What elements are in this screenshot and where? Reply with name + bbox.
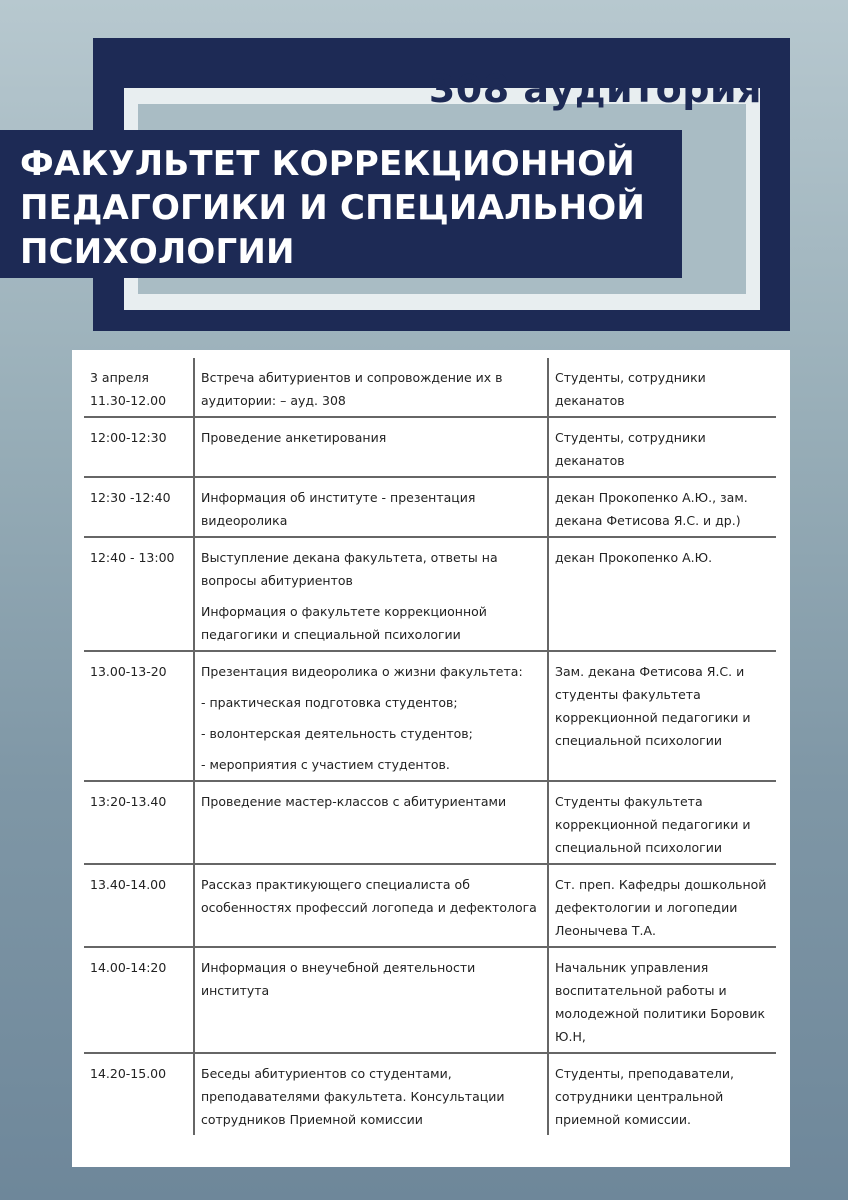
schedule-event-line: Информация о факультете коррекционной педагогики и специальной психологии: [201, 604, 487, 642]
schedule-responsible: декан Прокопенко А.Ю.: [548, 537, 776, 651]
schedule-event-line: Выступление декана факультета, ответы на вопросы абитуриентов: [201, 550, 498, 588]
schedule-responsible: Студенты, преподаватели, сотрудники центральной приемной комиссии.: [548, 1053, 776, 1135]
schedule-row: [84, 477, 776, 537]
room-number-heading: 308 аудитория: [428, 67, 762, 111]
schedule-time: 12:40 - 13:00: [84, 537, 194, 651]
schedule-event: [194, 477, 548, 537]
schedule-event-line: - волонтерская деятельность студентов;: [201, 726, 473, 741]
schedule-responsible: Начальник управления воспитательной работы и молодежной политики Боровик Ю.Н,: [548, 947, 776, 1053]
schedule-time: 13.40-14.00: [84, 864, 194, 947]
schedule-row: [84, 537, 776, 651]
schedule-responsible: Зам. декана Фетисова Я.С. и студенты факультета коррекционной педагогики и специальной психологии: [548, 651, 776, 781]
schedule-row: [84, 947, 776, 1053]
schedule-event: [194, 417, 548, 477]
schedule-time: 13.00-13-20: [84, 651, 194, 781]
schedule-responsible: Ст. преп. Кафедры дошкольной дефектологии и логопедии Леонычева Т.А.: [548, 864, 776, 947]
schedule-table: [84, 358, 776, 1135]
schedule-responsible: Студенты, сотрудники деканатов: [548, 417, 776, 477]
schedule-row: [84, 1053, 776, 1135]
schedule-event-line: Информация о внеучебной деятельности института: [201, 960, 476, 998]
schedule-row: [84, 864, 776, 947]
schedule-event-line: Рассказ практикующего специалиста об особенностях профессий логопеда и дефектолога: [201, 877, 537, 915]
schedule-event-line: Информация об институте - презентация видеоролика: [201, 490, 476, 528]
schedule-row: [84, 781, 776, 864]
schedule-responsible: декан Прокопенко А.Ю., зам. декана Фетисова Я.С. и др.): [548, 477, 776, 537]
schedule-event: [194, 781, 548, 864]
schedule-card: [72, 350, 790, 1167]
schedule-event-line: Презентация видеоролика о жизни факультета:: [201, 664, 523, 679]
schedule-event-line: Беседы абитуриентов со студентами, преподавателями факультета. Консультации сотрудников Приемной комиссии: [201, 1066, 505, 1127]
schedule-responsible: Студенты, сотрудники деканатов: [548, 358, 776, 417]
schedule-time: 12:00-12:30: [84, 417, 194, 477]
schedule-event: [194, 1053, 548, 1135]
schedule-event: [194, 651, 548, 781]
schedule-time: 12:30 -12:40: [84, 477, 194, 537]
schedule-event-line: - мероприятия с участием студентов.: [201, 757, 450, 772]
schedule-event-line: Встреча абитуриентов и сопровождение их в аудитории: – ауд. 308: [201, 370, 503, 408]
schedule-row: [84, 651, 776, 781]
schedule-time: 14.20-15.00: [90, 1066, 167, 1081]
schedule-responsible: Студенты факультета коррекционной педагогики и специальной психологии: [548, 781, 776, 864]
schedule-event: [194, 537, 548, 651]
schedule-event-line: Проведение мастер-классов с абитуриентами: [201, 794, 507, 809]
schedule-row: [84, 358, 776, 417]
schedule-event-line: Проведение анкетирования: [201, 430, 387, 445]
schedule-time: 14.00-14:20: [84, 947, 194, 1053]
schedule-time: 3 апреля 11.30-12.00: [84, 358, 194, 417]
schedule-event: [194, 864, 548, 947]
schedule-event: [194, 358, 548, 417]
schedule-row: [84, 417, 776, 477]
schedule-event-line: - практическая подготовка студентов;: [201, 695, 458, 710]
schedule-time: 13:20-13.40: [84, 781, 194, 864]
faculty-title: ФАКУЛЬТЕТ КОРРЕКЦИОННОЙ ПЕДАГОГИКИ И СПЕЦИАЛЬНОЙ ПСИХОЛОГИИ: [20, 144, 646, 272]
schedule-event: [194, 947, 548, 1053]
